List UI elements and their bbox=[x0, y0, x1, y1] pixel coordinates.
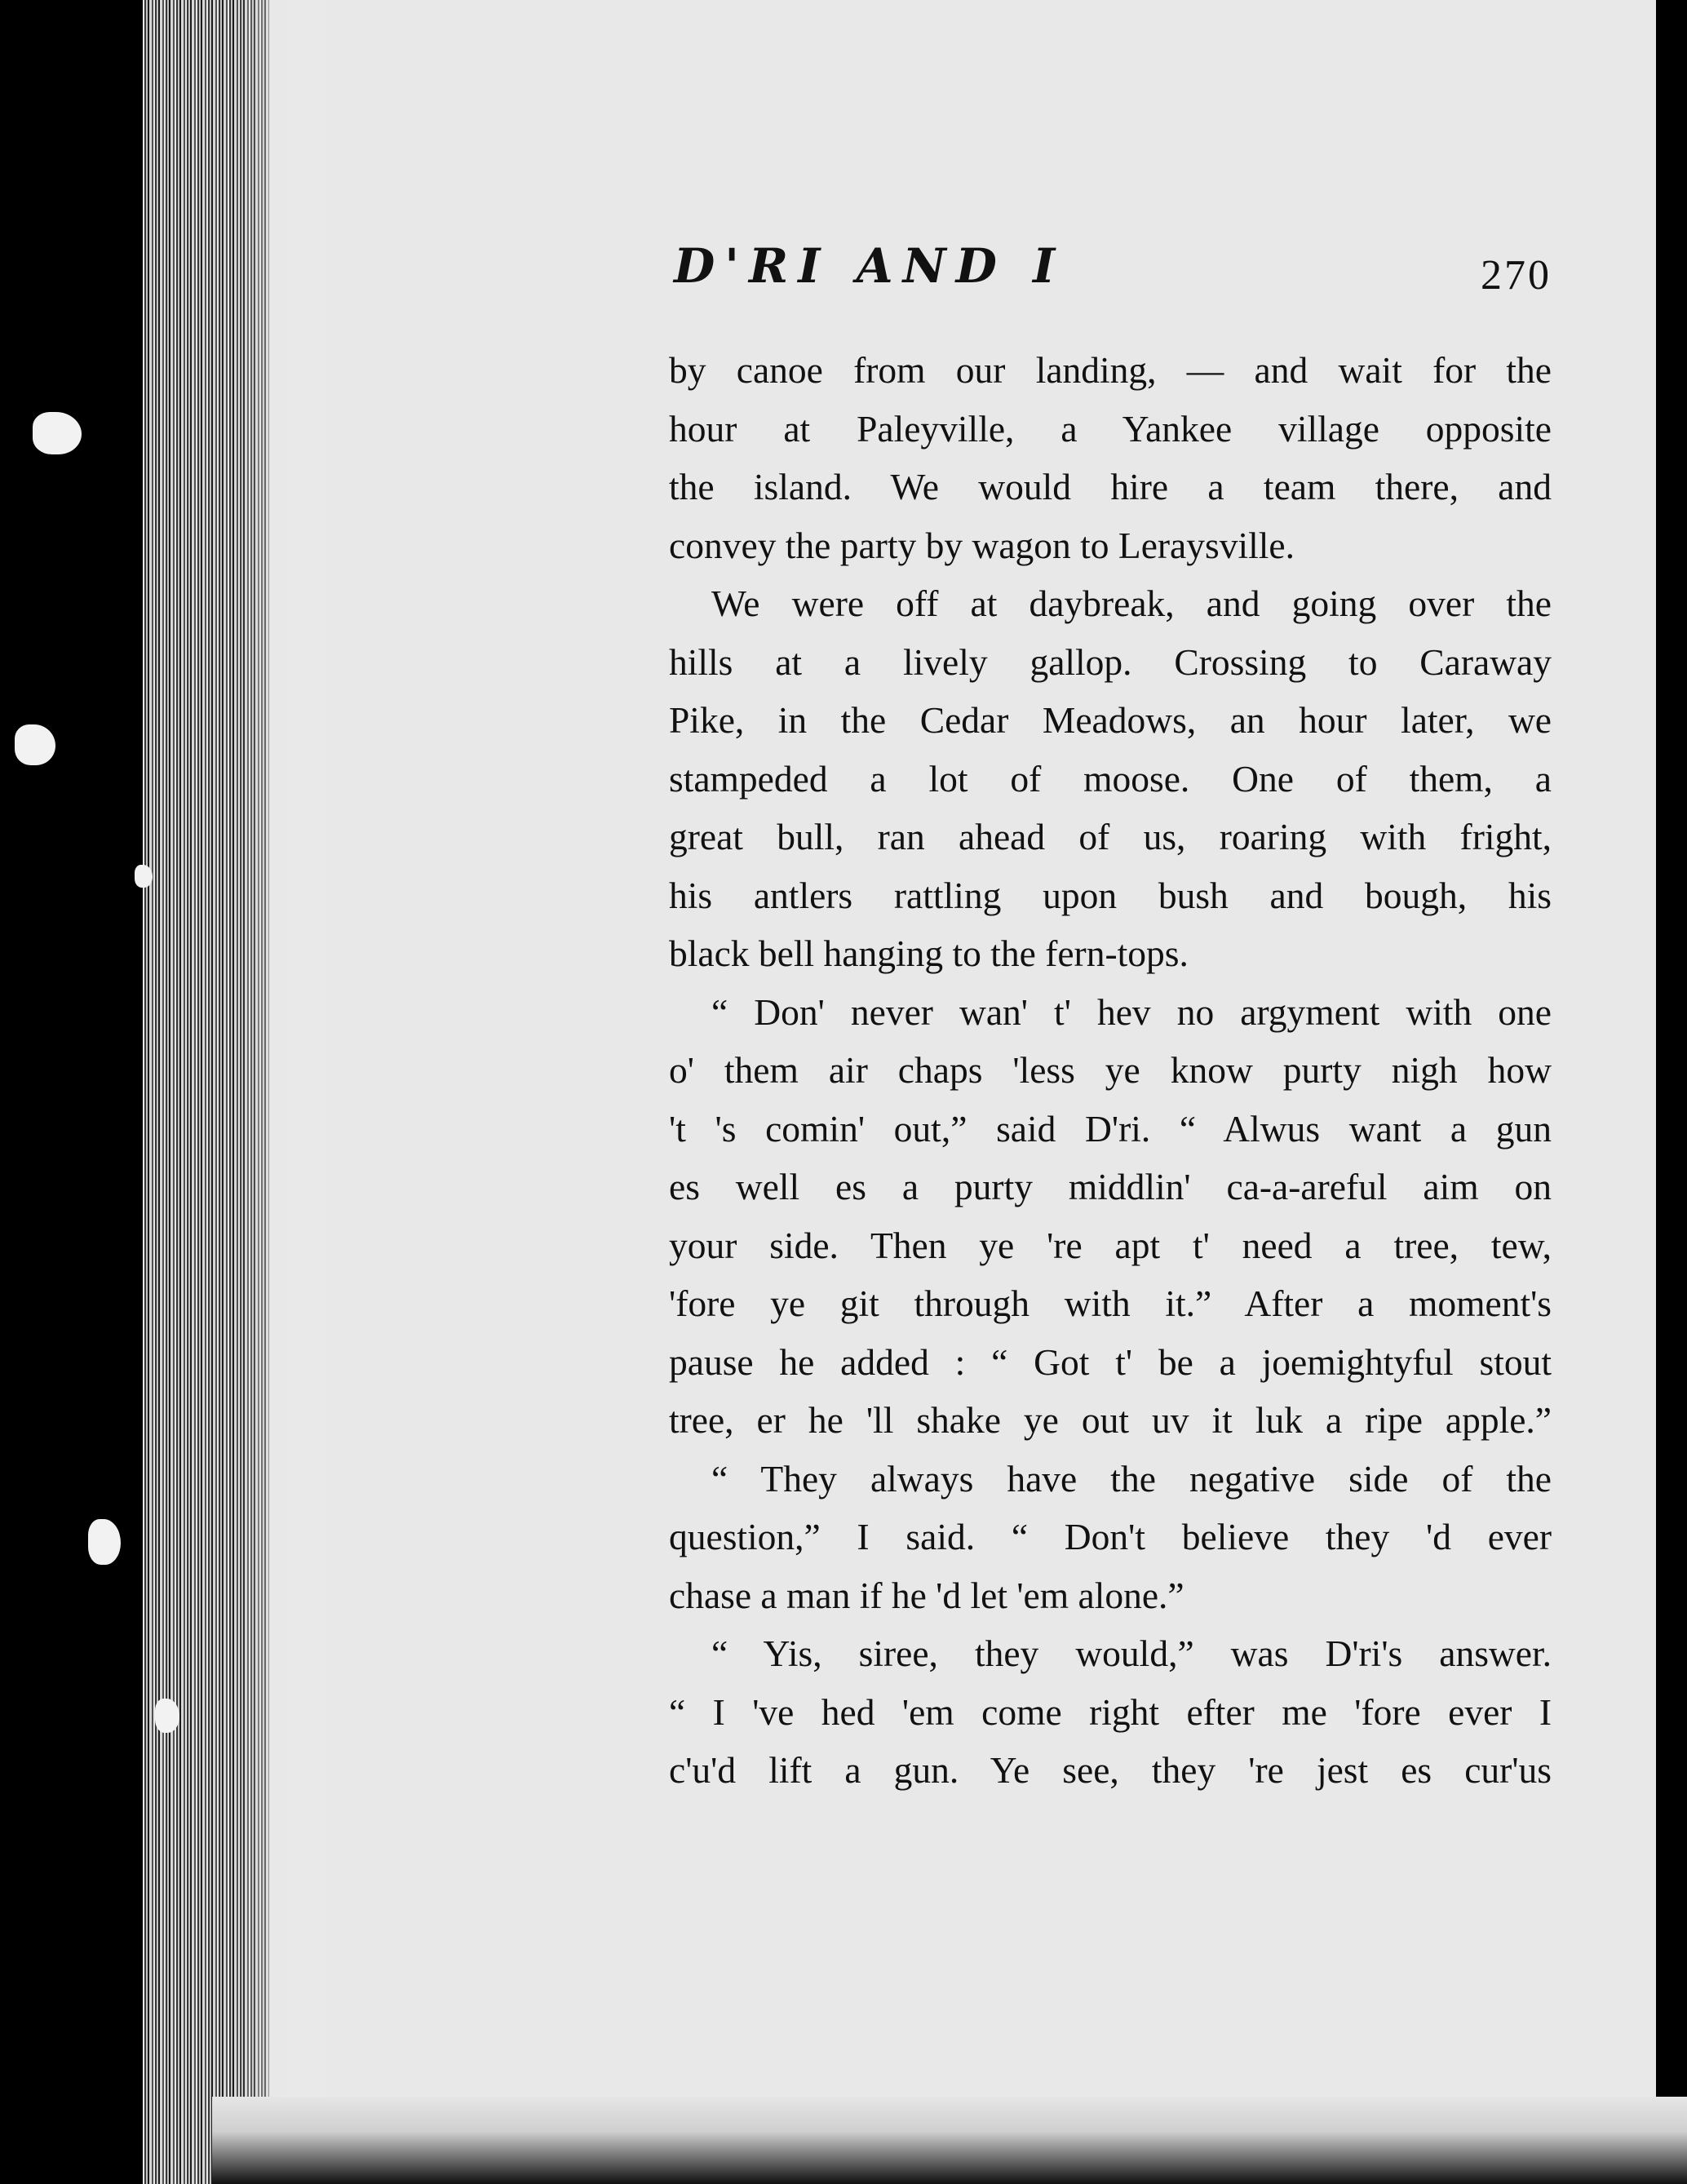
text-line: “ I 've hed 'em come right efter me 'fore ever I bbox=[669, 1690, 1552, 1733]
scan-speck bbox=[135, 865, 153, 888]
scan-speck bbox=[15, 724, 55, 765]
text-line: question,” I said. “ Don't believe they 'd ever bbox=[669, 1516, 1552, 1557]
text-line: hills at a lively gallop. Crossing to Caraway bbox=[669, 640, 1552, 683]
text-line: o' them air chaps 'less ye know purty nigh how bbox=[669, 1049, 1552, 1091]
text-line: tree, er he 'll shake ye out uv it luk a ripe apple.” bbox=[669, 1399, 1552, 1441]
text-line: 't 's comin' out,” said D'ri. “ Alwus want a gun bbox=[669, 1107, 1552, 1150]
scan-speck bbox=[88, 1519, 121, 1565]
text-line: black bell hanging to the fern-tops. bbox=[669, 933, 1189, 974]
text-line: es well es a purty middlin' ca-a-areful aim on bbox=[669, 1166, 1552, 1207]
text-line: great bull, ran ahead of us, roaring with fright, bbox=[669, 816, 1552, 857]
page-bottom-shadow bbox=[212, 2097, 1687, 2184]
text-line: pause he added : “ Got t' be a joemightyful stout bbox=[669, 1340, 1552, 1383]
running-head: D'RI AND I bbox=[674, 238, 1065, 294]
body-text bbox=[669, 341, 1552, 1800]
text-line: chase a man if he 'd let 'em alone.” bbox=[669, 1574, 1184, 1616]
page-header bbox=[674, 238, 1552, 303]
text-line: Pike, in the Cedar Meadows, an hour later, we bbox=[669, 699, 1552, 741]
scan-speck bbox=[33, 412, 82, 454]
text-line: hour at Paleyville, a Yankee village opposite bbox=[669, 407, 1552, 450]
text-line: stampeded a lot of moose. One of them, a bbox=[669, 757, 1552, 800]
text-line: your side. Then ye 're apt t' need a tree, tew, bbox=[669, 1224, 1552, 1266]
text-line: his antlers rattling upon bush and bough, his bbox=[669, 874, 1552, 916]
page-number: 270 bbox=[1481, 252, 1552, 299]
text-line: convey the party by wagon to Leraysville. bbox=[669, 524, 1295, 566]
text-line: by canoe from our landing, — and wait for the bbox=[669, 349, 1552, 391]
text-line: c'u'd lift a gun. Ye see, they 're jest es cur'us bbox=[669, 1749, 1552, 1791]
text-line: We were off at daybreak, and going over the bbox=[711, 583, 1552, 624]
text-line: the island. We would hire a team there, and bbox=[669, 466, 1552, 507]
text-line: “ They always have the negative side of the bbox=[711, 1457, 1552, 1500]
text-line: “ Yis, siree, they would,” was D'ri's answer. bbox=[711, 1632, 1552, 1674]
text-line: 'fore ye git through with it.” After a moment's bbox=[669, 1282, 1552, 1324]
page-edge-shadow bbox=[237, 0, 326, 2184]
text-line: “ Don' never wan' t' hev no argyment with one bbox=[711, 990, 1552, 1033]
scan-speck bbox=[155, 1699, 179, 1733]
